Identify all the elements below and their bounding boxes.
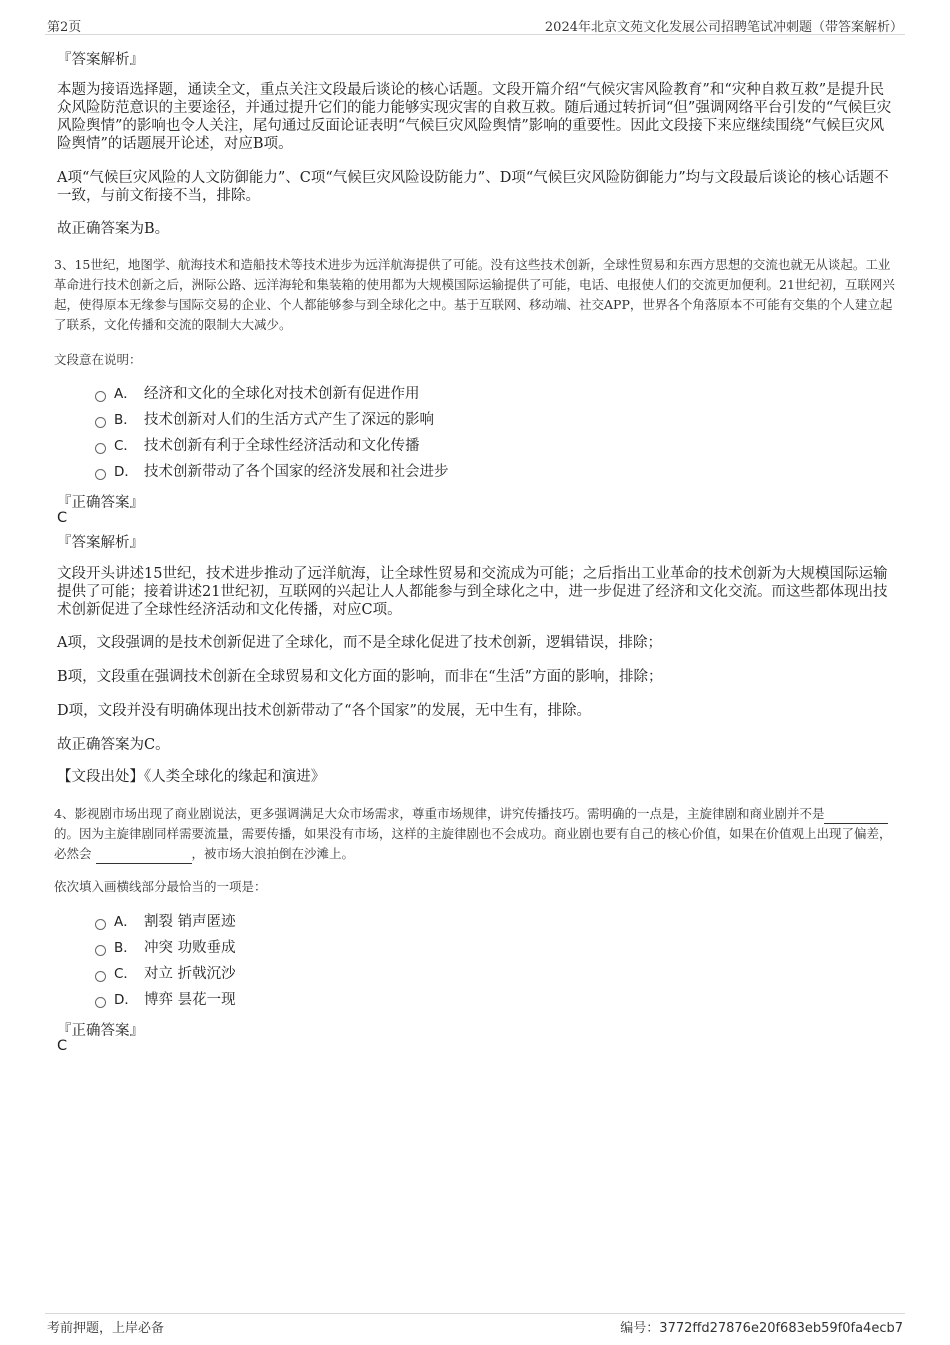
document-code: 编号：3772ffd27876e20f683eb59f0fa4ecb7	[620, 1321, 903, 1336]
radio-icon[interactable]	[95, 945, 106, 956]
fill-blank-1[interactable]	[824, 809, 888, 824]
q3-option-b[interactable]: B． 技术创新对人们的生活方式产生了深远的影响	[95, 410, 434, 430]
page-header	[45, 14, 905, 35]
q4-option-c[interactable]: C． 对立 折戟沉沙	[95, 964, 236, 984]
q2-analysis-tag: 『答案解析』	[57, 52, 144, 68]
radio-icon[interactable]	[95, 469, 106, 480]
q3-analysis-paragraph: B项，文段重在强调技术创新在全球贸易和文化方面的影响，而非在“生活”方面的影响，排除；	[57, 669, 663, 685]
radio-icon[interactable]	[95, 391, 106, 402]
q3-stem: 3、15世纪，地图学、航海技术和造船技术等技术进步为远洋航海提供了可能。没有这些技术创新，全球性贸易和东西方思想的交流也就无从谈起。工业革命进行技术创新之后，洲际公路、远洋海轮和集装箱的使用都为大规模国际运输提供了可能，电话、电报使人们的交流更加便利。21世纪初，互联网兴起，使得原本无缘参与国际交易的企业、个人都能够参与到全球化之中。基于互联网、移动端、社交APP，世界各个角落原本不可能有交集的个人建立起了联系，文化传播和交流的限制大大减少。	[54, 257, 895, 332]
page-footer	[45, 1313, 905, 1338]
q4-option-d[interactable]: D． 博弈 昙花一现	[95, 990, 236, 1010]
radio-icon[interactable]	[95, 443, 106, 454]
q3-option-d[interactable]: D． 技术创新带动了各个国家的经济发展和社会进步	[95, 462, 449, 482]
q3-analysis-paragraph: D项，文段并没有明确体现出技术创新带动了“各个国家”的发展，无中生有，排除。	[57, 703, 591, 719]
q4-option-b[interactable]: B． 冲突 功败垂成	[95, 938, 236, 958]
q3-source: 【文段出处】《人类全球化的缘起和演进》	[57, 769, 326, 785]
q4-option-a[interactable]: A． 割裂 销声匿迹	[95, 912, 236, 932]
q4-prompt: 依次填入画横线部分最恰当的一项是：	[54, 879, 267, 894]
q2-analysis-paragraph: A项“气候巨灾风险的人文防御能力”、C项“气候巨灾风险设防能力”、D项“气候巨灾风险防御能力”均与文段最后谈论的核心话题不一致，与前文衔接不当，排除。	[57, 170, 889, 204]
q3-answer-tag: 『正确答案』	[57, 495, 144, 511]
q4-answer: C	[57, 1038, 68, 1054]
q3-option-a[interactable]: A． 经济和文化的全球化对技术创新有促进作用	[95, 384, 420, 404]
page-number: 第2页	[47, 20, 82, 35]
q4-answer-tag: 『正确答案』	[57, 1023, 144, 1039]
q3-analysis-paragraph: A项，文段强调的是技术创新促进了全球化，而不是全球化促进了技术创新，逻辑错误，排除；	[57, 635, 662, 651]
q3-analysis-tag: 『答案解析』	[57, 535, 144, 551]
q3-option-c[interactable]: C． 技术创新有利于全球性经济活动和文化传播	[95, 436, 420, 456]
footer-slogan: 考前押题，上岸必备	[47, 1321, 165, 1336]
q3-conclusion: 故正确答案为C。	[57, 737, 170, 753]
q2-analysis-paragraph: 本题为接语选择题，通读全文，重点关注文段最后谈论的核心话题。文段开篇介绍“气候灾害风险教育”和“灾种自救互救”是提升民众风险防范意识的主要途径，并通过提升它们的能力能够实现灾害的自救互救。随后通过转折词“但”强调网络平台引发的“气候巨灾风险舆情”的影响也令人关注，尾句通过反面论证表明“气候巨灾风险舆情”影响的重要性。因此文段接下来应继续围绕“气候巨灾风险舆情”的话题展开论述，对应B项。	[57, 82, 892, 152]
q2-conclusion: 故正确答案为B。	[57, 221, 170, 237]
document-title: 2024年北京文苑文化发展公司招聘笔试冲刺题（带答案解析）	[544, 20, 903, 35]
radio-icon[interactable]	[95, 919, 106, 930]
q4-stem: 4、影视剧市场出现了商业剧说法，更多强调满足大众市场需求，尊重市场规律，讲究传播技巧。需明确的一点是，主旋律剧和商业剧并不是的。因为主旋律剧同样需要流量，需要传播，如果没有市场，这样的主旋律剧也不会成功。商业剧也要有自己的核心价值，如果在价值观上出现了偏差，必然会 ，被市场大浪拍倒在沙滩上。	[54, 804, 900, 864]
q3-prompt: 文段意在说明：	[54, 352, 142, 367]
q3-answer: C	[57, 510, 68, 526]
radio-icon[interactable]	[95, 997, 106, 1008]
radio-icon[interactable]	[95, 971, 106, 982]
q3-analysis-paragraph: 文段开头讲述15世纪，技术进步推动了远洋航海，让全球性贸易和交流成为可能；之后指出工业革命的技术创新为大规模国际运输提供了可能；接着讲述21世纪初，互联网的兴起让人人都能参与到全球化之中，进一步促进了经济和文化交流。而这些都体现出技术创新促进了全球性经济活动和文化传播，对应C项。	[57, 566, 888, 618]
radio-icon[interactable]	[95, 417, 106, 428]
fill-blank-2[interactable]	[96, 849, 192, 864]
